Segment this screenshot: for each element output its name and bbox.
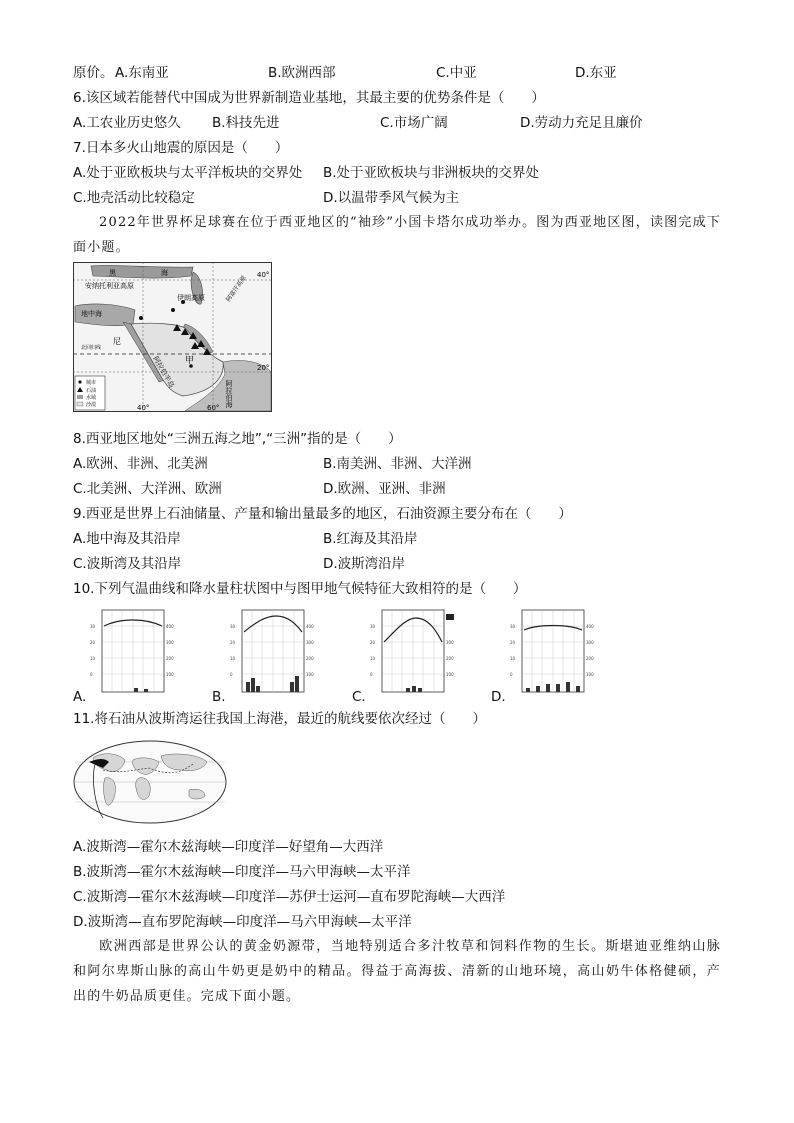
q9-option-d: D.波斯湾沿岸 — [323, 556, 406, 572]
svg-text:100: 100 — [306, 672, 314, 677]
climate-chart-d — [508, 602, 598, 698]
map-label-iran-plateau: 伊朗高原 — [177, 294, 205, 302]
map-label-jia: 甲 — [185, 356, 195, 366]
svg-text:300: 300 — [586, 640, 594, 645]
intro-europe: 欧洲西部是世界公认的黄金奶源带，当地特别适合多汁牧草和饲料作物的生长。斯堪迪亚维纳山脉和阿尔卑斯山脉的高山牛奶更是奶中的精品。得益于高海拔、清新的山地环境，高山奶牛体格健硕，产出的牛奶品质更佳。完成下面小题。 — [73, 939, 721, 1004]
q11-option-c: C.波斯湾—霍尔木兹海峡—印度洋—苏伊士运河—直布罗陀海峡—大西洋 — [73, 889, 506, 905]
svg-text:30: 30 — [230, 624, 236, 629]
map-label-egypt: 尼 — [113, 337, 121, 346]
svg-text:10: 10 — [230, 656, 236, 661]
q9-option-a: A.地中海及其沿岸 — [73, 531, 181, 547]
q7-option-c: C.地壳活动比较稳定 — [73, 190, 195, 206]
svg-text:0: 0 — [510, 672, 513, 677]
q6-option-a: A.工农业历史悠久 — [73, 115, 181, 131]
svg-text:200: 200 — [586, 656, 594, 661]
q8-stem: 8.西亚地区地处“三洲五海之地”,“三洲”指的是（ ） — [73, 431, 402, 447]
svg-text:10: 10 — [510, 656, 516, 661]
world-route-map — [73, 740, 228, 824]
q6-option-b: B.科技先进 — [212, 115, 280, 131]
svg-text:10: 10 — [370, 656, 376, 661]
q6-option-c: C.市场广阔 — [380, 115, 448, 131]
map-label-lat40: 40° — [257, 271, 270, 279]
svg-text:100: 100 — [586, 672, 594, 677]
map-label-tropic: 北回归线 — [81, 345, 102, 351]
svg-text:100: 100 — [166, 672, 174, 677]
q11-option-d: D.波斯湾—直布罗陀海峡—印度洋—马六甲海峡—太平洋 — [73, 914, 412, 930]
legend-water: 水域 — [86, 395, 97, 401]
svg-text:20: 20 — [230, 640, 236, 645]
svg-text:10: 10 — [90, 656, 96, 661]
q10-choice-b: B. — [212, 689, 226, 705]
legend-city: 城市 — [86, 380, 97, 386]
q11-stem: 11.将石油从波斯湾运往我国上海港，最近的航线要依次经过（ ） — [73, 711, 486, 727]
map-label-lat20: 20° — [257, 364, 270, 372]
q5-option-c: C.中亚 — [436, 65, 477, 81]
legend-desert: 沙漠 — [86, 402, 97, 408]
q5-option-d: D.东亚 — [575, 65, 617, 81]
svg-text:0: 0 — [230, 672, 233, 677]
q8-option-a: A.欧洲、非洲、北美洲 — [73, 456, 208, 472]
svg-text:400: 400 — [166, 624, 174, 629]
q9-option-c: C.波斯湾及其沿岸 — [73, 556, 182, 572]
map-label-lon40: 40° — [137, 404, 150, 412]
q11-option-b: B.波斯湾—霍尔木兹海峡—印度洋—马六甲海峡—太平洋 — [73, 864, 411, 880]
q6-option-d: D.劳动力充足且廉价 — [520, 115, 643, 131]
svg-text:20: 20 — [510, 640, 516, 645]
climate-chart-a — [88, 602, 178, 698]
q5-tail-text: 原价。 — [73, 65, 114, 81]
climate-chart-c — [368, 602, 458, 698]
q9-stem: 9.西亚是世界上石油储量、产量和输出量最多的地区，石油资源主要分布在（ ） — [73, 506, 572, 522]
svg-text:20: 20 — [90, 640, 96, 645]
legend-oil: 石油 — [86, 388, 97, 394]
svg-text:300: 300 — [306, 640, 314, 645]
svg-text:20: 20 — [370, 640, 376, 645]
svg-text:100: 100 — [446, 672, 454, 677]
q7-option-a: A.处于亚欧板块与太平洋板块的交界处 — [73, 165, 303, 181]
q6-stem: 6.该区域若能替代中国成为世界新制造业基地，其最主要的优势条件是（ ） — [73, 90, 545, 106]
q5-option-a: A.东南亚 — [115, 65, 169, 81]
svg-text:0: 0 — [90, 672, 93, 677]
map-label-black-sea: 黑 — [109, 269, 116, 277]
map-label-arab-sea: 阿拉伯海 — [225, 380, 233, 408]
q8-option-c: C.北美洲、大洋洲、欧洲 — [73, 481, 222, 497]
q10-choice-d: D. — [491, 689, 506, 705]
map-label-afghan: 阿富汗高原 — [224, 274, 248, 304]
map-label-arabia: 阿拉伯半岛 — [151, 355, 176, 390]
climate-chart-b — [228, 602, 318, 698]
svg-text:30: 30 — [510, 624, 516, 629]
map-label-mediterranean: 地中海 — [81, 310, 102, 318]
svg-text:300: 300 — [166, 640, 174, 645]
map-label-anatolia: 安纳托利亚高原 — [85, 282, 134, 290]
svg-text:300: 300 — [446, 640, 454, 645]
intro-west-asia: 2022年世界杯足球赛在位于西亚地区的“袖珍”小国卡塔尔成功举办。图为西亚地区图，读图完成下面小题。 — [73, 215, 721, 255]
svg-text:200: 200 — [166, 656, 174, 661]
svg-text:400: 400 — [586, 624, 594, 629]
q11-option-a: A.波斯湾—霍尔木兹海峡—印度洋—好望角—大西洋 — [73, 839, 384, 855]
q8-option-d: D.欧洲、亚洲、非洲 — [323, 481, 446, 497]
svg-text:30: 30 — [370, 624, 376, 629]
q9-option-b: B.红海及其沿岸 — [323, 531, 418, 547]
q5-option-b: B.欧洲西部 — [268, 65, 336, 81]
q7-option-d: D.以温带季风气候为主 — [323, 190, 460, 206]
q7-option-b: B.处于亚欧板块与非洲板块的交界处 — [323, 165, 540, 181]
map-label-lon60: 60° — [207, 404, 220, 412]
svg-text:30: 30 — [90, 624, 96, 629]
q10-stem: 10.下列气温曲线和降水量柱状图中与图甲地气候特征大致相符的是（ ） — [73, 581, 527, 597]
q10-choice-a: A. — [73, 689, 87, 705]
q7-stem: 7.日本多火山地震的原因是（ ） — [73, 140, 289, 156]
svg-text:400: 400 — [306, 624, 314, 629]
svg-text:0: 0 — [370, 672, 373, 677]
q10-choice-c: C. — [352, 689, 366, 705]
map-label-caspian: 海 — [161, 269, 168, 277]
q8-option-b: B.南美洲、非洲、大洋洲 — [323, 456, 472, 472]
west-asia-map — [73, 262, 272, 412]
svg-text:200: 200 — [306, 656, 314, 661]
svg-text:200: 200 — [446, 656, 454, 661]
